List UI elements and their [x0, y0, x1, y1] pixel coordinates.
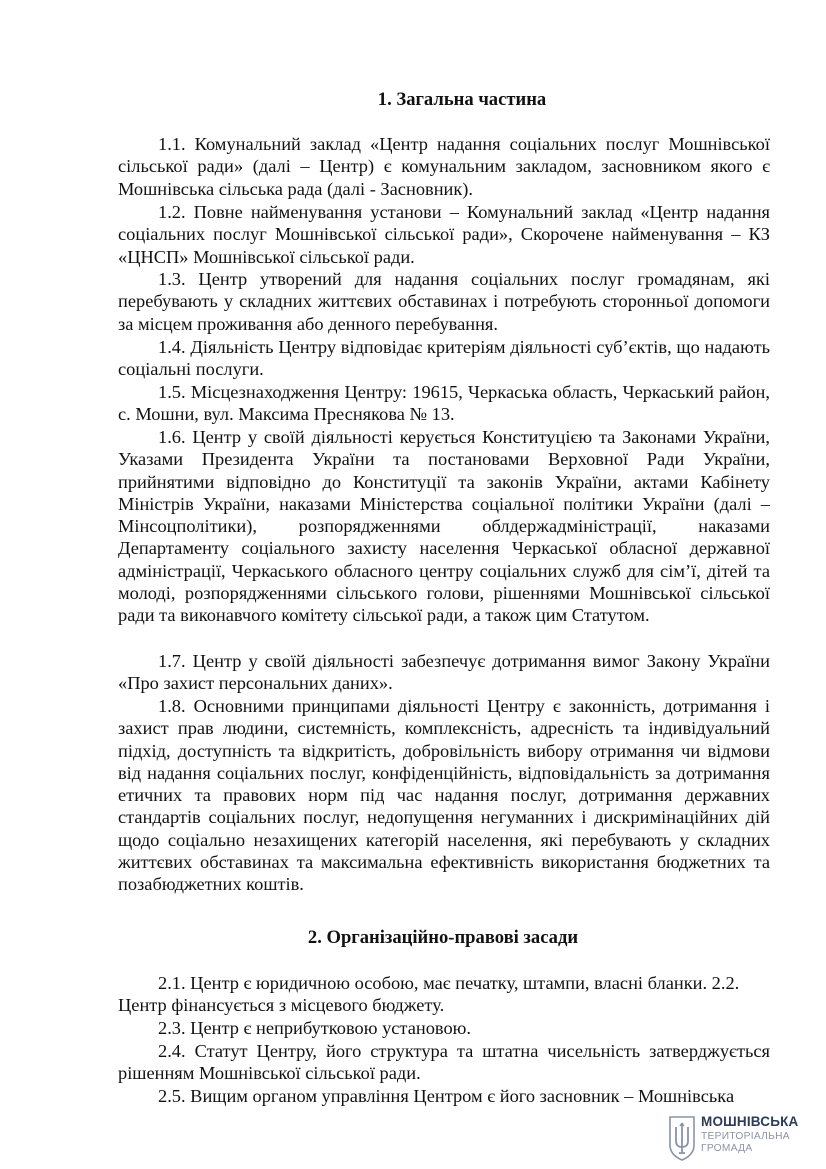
- paragraph-1-6: 1.6. Центр у своїй діяльності керується Конституцією та Законами України, Указами Президента України та постановами Верховної Ради України, прийнятими відповідно до Конституції та законів України, актами Кабінету Міністрів України, наказами Міністерства соціальної політики України (далі – Мінсоцполітики), розпорядженнями облдержадміністрації, наказами Департаменту соціального захисту населення Черкаської обласної державної адміністрації, Черкаського обласного центру соціальних служб для сім’ї, дітей та молоді, розпорядженнями сільського голови, рішеннями Мошнівської сільської ради та виконавчого комітету сільської ради, а також цим Статутом.: [118, 427, 770, 626]
- paragraph-1-7: 1.7. Центр у своїй діяльності забезпечує дотримання вимог Закону України «Про захист персональних даних».: [118, 651, 770, 694]
- paragraph-1-5: 1.5. Місцезнаходження Центру: 19615, Черкаська область, Черкаський район, с. Мошни, вул. Максима Преснякова № 13.: [118, 382, 770, 425]
- paragraph-1-1: 1.1. Комунальний заклад «Центр надання соціальних послуг Мошнівської сільської ради» (далі – Центр) є комунальним закладом, засновником якого є Мошнівська сільська рада (далі - Засновник).: [118, 134, 770, 199]
- paragraph-2-5: 2.5. Вищим органом управління Центром є його засновник – Мошнівська: [158, 1086, 735, 1106]
- paragraph-1-3: 1.3. Центр утворений для надання соціальних послуг громадянам, які перебувають у складних життєвих обставинах і потребують сторонньої допомоги за місцем проживання або денного перебування.: [118, 269, 770, 334]
- logo-name: МОШНІВСЬКА: [701, 1114, 799, 1129]
- logo-line-2: ТЕРИТОРІАЛЬНА: [701, 1131, 790, 1142]
- paragraph-1-2: 1.2. Повне найменування установи – Комунальний заклад «Центр надання соціальних послуг Мошнівської сільської ради», Скорочене найменування – КЗ «ЦНСП» Мошнівської сільської ради.: [118, 202, 770, 267]
- paragraph-1-4: 1.4. Діяльність Центру відповідає критеріям діяльності суб’єктів, що надають соціальні послуги.: [118, 337, 770, 380]
- paragraph-2-4: 2.4. Статут Центру, його структура та штатна чисельність затверджується рішенням Мошнівської сільської ради.: [118, 1041, 770, 1084]
- paragraph-1-8: 1.8. Основними принципами діяльності Центру є законність, дотримання і захист прав людини, системність, комплексність, адресність та індивідуальний підхід, доступність та відкритість, добровільність вибору отримання чи відмови від надання соціальних послуг, конфіденційність, відповідальність за дотримання етичних та правових норм під час надання послуг, дотримання державних стандартів соціальних послуг, недопущення негуманних і дискримінаційних дій щодо соціально незахищених категорій населення, які перебувають у складних життєвих обставинах та максимальна ефективність використання бюджетних та позабюджетних коштів.: [118, 696, 770, 895]
- section-1-heading: 1. Загальна частина: [377, 89, 547, 110]
- trident-emblem-icon: [668, 1115, 696, 1161]
- section-2-heading: 2. Організаційно-правові засади: [307, 927, 579, 948]
- logo-line-3: ГРОМАДА: [701, 1143, 753, 1154]
- community-logo: [668, 1111, 808, 1165]
- paragraph-2-1: 2.1. Центр є юридичною особою, має печатку, штампи, власні бланки. 2.2. Центр фінансується з місцевого бюджету.: [118, 973, 740, 1016]
- paragraph-2-3: 2.3. Центр є неприбутковою установою.: [158, 1018, 471, 1038]
